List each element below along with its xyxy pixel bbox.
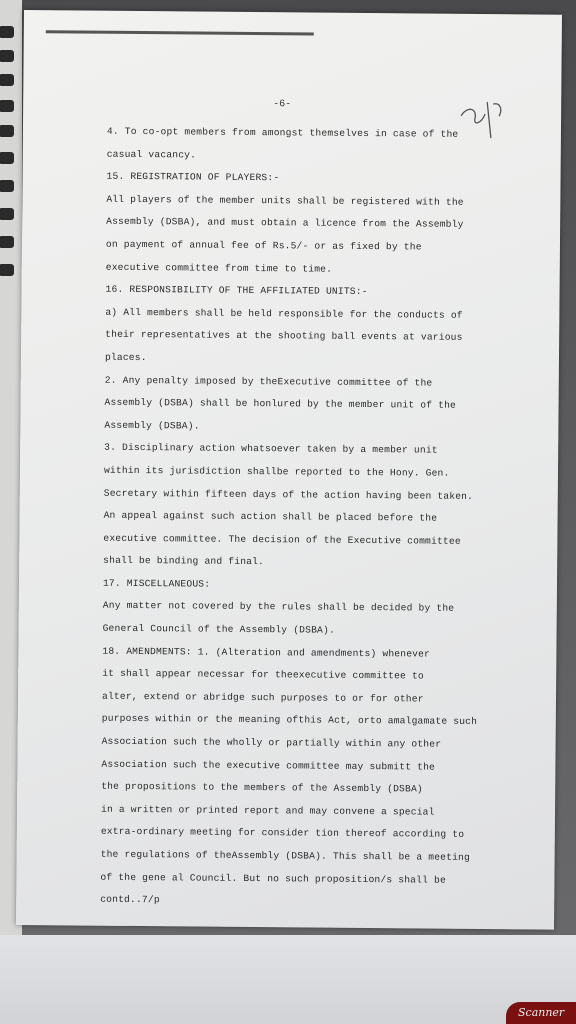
document-page — [16, 10, 562, 930]
binder-tab — [0, 264, 14, 276]
text-line: Association such the executive committee may submitt the — [101, 758, 436, 773]
scanner-app-logo: Scanner — [506, 1002, 576, 1024]
underlying-sheet — [0, 935, 576, 1024]
text-line: Assembly (DSBA). — [104, 419, 200, 432]
text-line: General Council of the Assembly (DSBA). — [102, 622, 335, 636]
text-line: 17. MISCELLANEOUS: — [102, 577, 211, 590]
text-line: their representatives at the shooting ball events at various — [105, 329, 463, 344]
text-line: the regulations of theAssembly (DSBA). This shall be a meeting — [100, 848, 471, 863]
text-line: a) All members shall be held responsible for the conducts of — [105, 306, 463, 321]
text-line: All players of the member units shall be registered with the — [106, 193, 464, 208]
text-line: 2. Any penalty imposed by theExecutive committee of the — [104, 374, 433, 389]
text-line: shall be binding and final. — [103, 554, 265, 568]
text-line: on payment of annual fee of Rs.5/- or as fixed by the — [105, 238, 422, 253]
binder-tab — [0, 125, 14, 137]
binder-tab — [0, 50, 14, 62]
text-line: casual vacancy. — [106, 148, 197, 161]
text-line: executive committee. The decision of the Executive committee — [103, 532, 461, 547]
binder-tab — [0, 180, 14, 192]
binder-tab — [0, 236, 14, 248]
text-line: contd..7/p — [100, 893, 160, 906]
text-line: places. — [104, 351, 147, 364]
text-line: extra-ordinary meeting for consider tion thereof according to — [100, 826, 465, 841]
document-body — [100, 121, 547, 916]
text-line: alter, extend or abridge such purposes to or for other — [101, 690, 424, 705]
text-line: An appeal against such action shall be placed before the — [103, 509, 438, 524]
text-line: the propositions to the members of the Assembly (DSBA) — [101, 780, 423, 795]
text-line: executive committee from time to time. — [105, 261, 333, 275]
text-line: within its jurisdiction shallbe reported to the Hony. Gen. — [103, 464, 450, 479]
text-line: Association such the wholly or partially within any other — [101, 735, 442, 750]
text-line: purposes within or the meaning ofthis Act, orto amalgamate such — [101, 713, 478, 728]
text-line: 3. Disciplinary action whatsoever taken by a member unit — [104, 442, 438, 456]
text-line: it shall appear necessar for theexecutive committee to — [102, 667, 424, 682]
text-line: of the gene al Council. But no such proposition/s shall be — [100, 871, 447, 886]
text-line: 18. AMENDMENTS: 1. (Alteration and amendments) whenever — [102, 645, 431, 660]
text-line: Assembly (DSBA) shall be honlured by the member unit of the — [104, 396, 457, 411]
text-line: Secretary within fifteen days of the action having been taken. — [103, 487, 474, 502]
binder-tab — [0, 74, 14, 86]
binder-tab — [0, 26, 14, 38]
text-line: 15. REGISTRATION OF PLAYERS:- — [106, 170, 280, 184]
binder-tab — [0, 152, 14, 164]
text-line: 4. To co-opt members from amongst themselves in case of the — [106, 125, 459, 140]
text-line: in a written or printed report and may convene a special — [100, 803, 435, 818]
page-number: -6- — [273, 99, 292, 111]
text-line: 16. RESPONSIBILITY OF THE AFFILIATED UNITS:- — [105, 283, 368, 298]
text-line: Assembly (DSBA), and must obtain a licence from the Assembly — [106, 216, 464, 231]
binder-tab — [0, 100, 14, 112]
header-rule — [46, 30, 314, 35]
binder-tab — [0, 208, 14, 220]
text-line: Any matter not covered by the rules shall be decided by the — [102, 600, 455, 615]
